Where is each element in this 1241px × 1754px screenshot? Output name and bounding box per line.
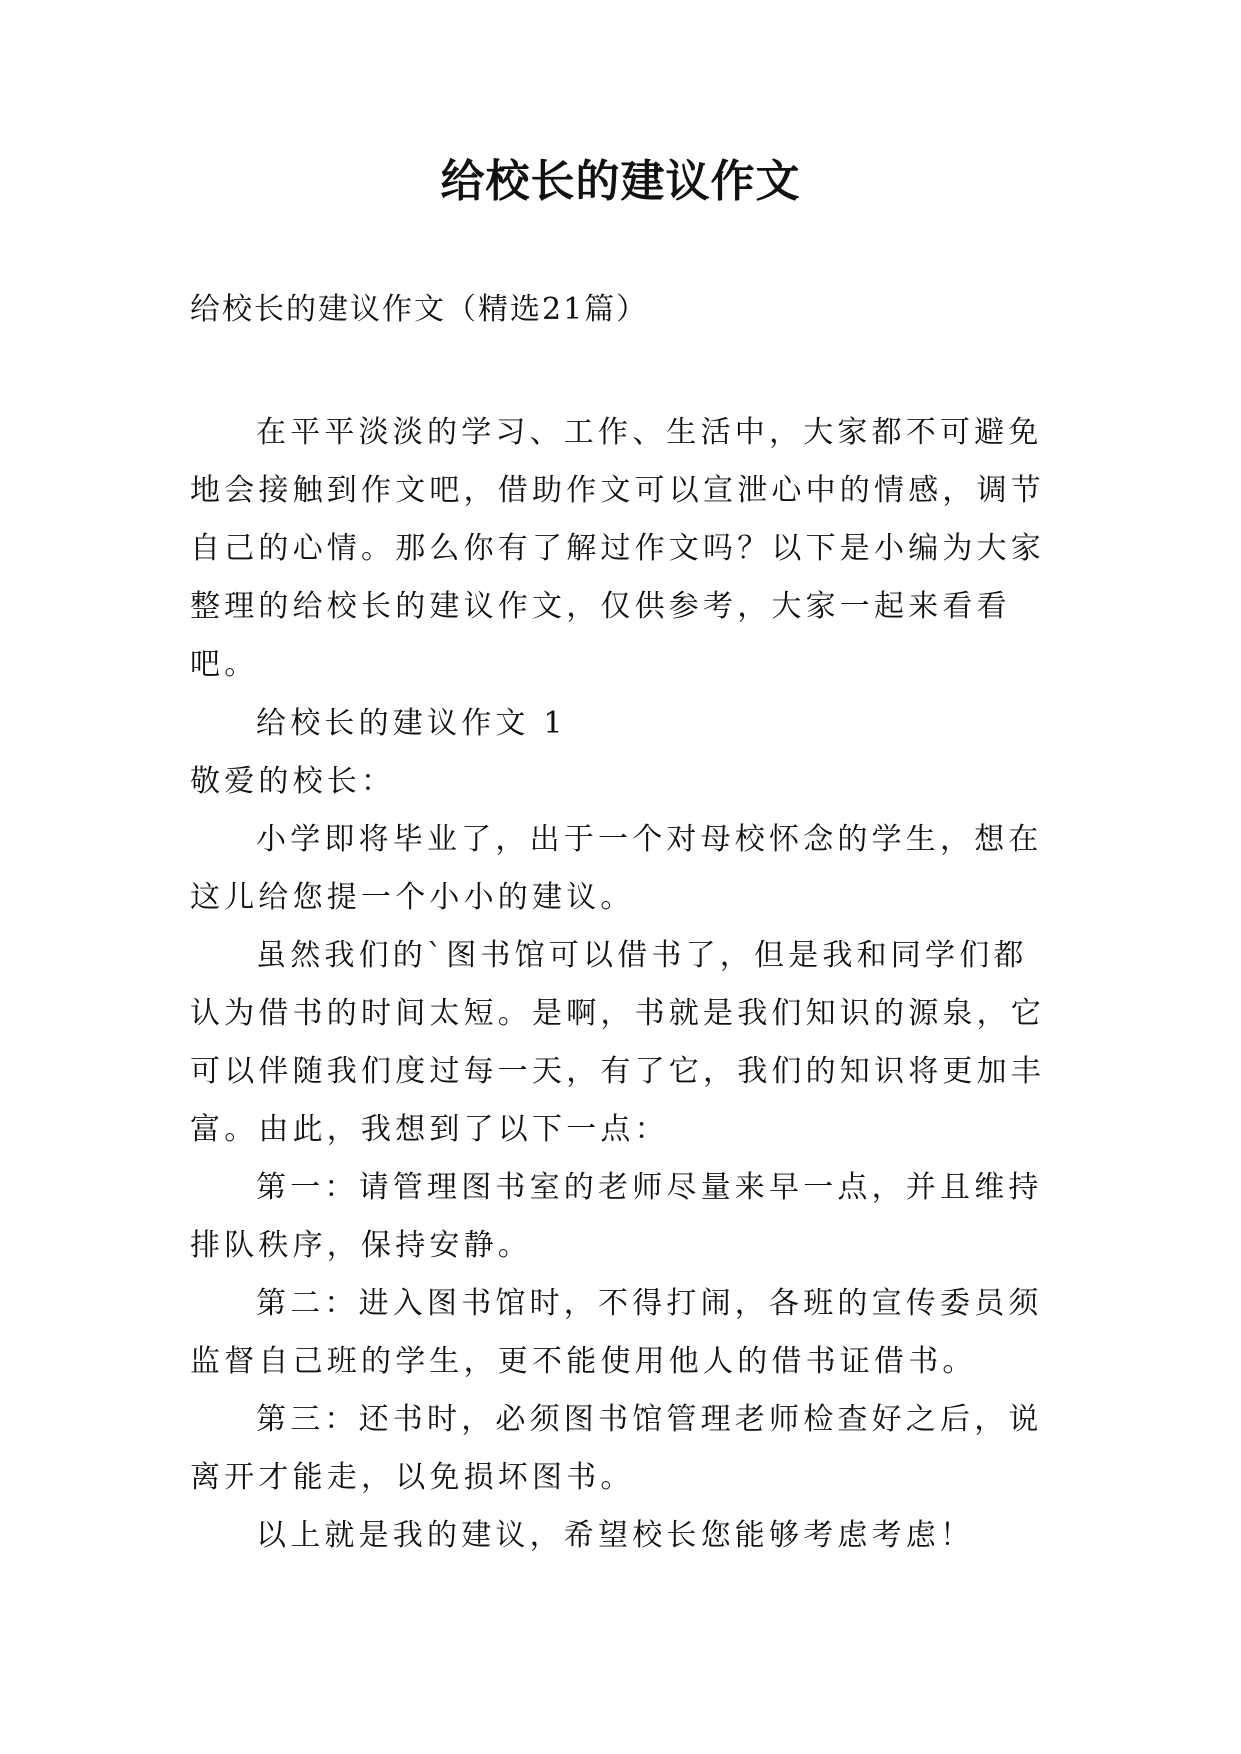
essay-paragraph: 第一：请管理图书室的老师尽量来早一点，并且维持排队秩序，保持安静。 [190,1170,1043,1263]
essay-paragraph: 小学即将毕业了，出于一个对母校怀念的学生，想在这儿给您提一个小小的建议。 [190,822,1043,915]
document-subtitle: 给校长的建议作文（精选21篇） [190,292,649,327]
essay-paragraph: 以上就是我的建议，希望校长您能够考虑考虑！ [256,1518,975,1553]
essay-paragraph: 第三：还书时，必须图书馆管理老师检查好之后，说离开才能走，以免损坏图书。 [190,1402,1043,1495]
essay-section [190,695,1052,1565]
essay-paragraph: 虽然我们的`图书馆可以借书了，但是我和同学们都认为借书的时间太短。是啊，书就是我们知识的源泉，它可以伴随我们度过每一天，有了它，我们的知识将更加丰富。由此，我想到了以下一点： [190,938,1045,1147]
essay-salutation: 敬爱的校长： [190,764,396,799]
document-title: 给校长的建议作文 [440,156,801,207]
essay-heading: 给校长的建议作文 1 [256,706,567,741]
intro-section [190,404,1052,694]
intro-paragraph: 在平平淡淡的学习、工作、生活中，大家都不可避免地会接触到作文吧，借助作文可以宣泄心中的情感，调节自己的心情。那么你有了解过作文吗？以下是小编为大家整理的给校长的建议作文，仅供参考，大家一起来看看吧。 [190,415,1045,682]
essay-paragraph: 第二：进入图书馆时，不得打闹，各班的宣传委员须监督自己班的学生，更不能使用他人的借书证借书。 [190,1286,1043,1379]
